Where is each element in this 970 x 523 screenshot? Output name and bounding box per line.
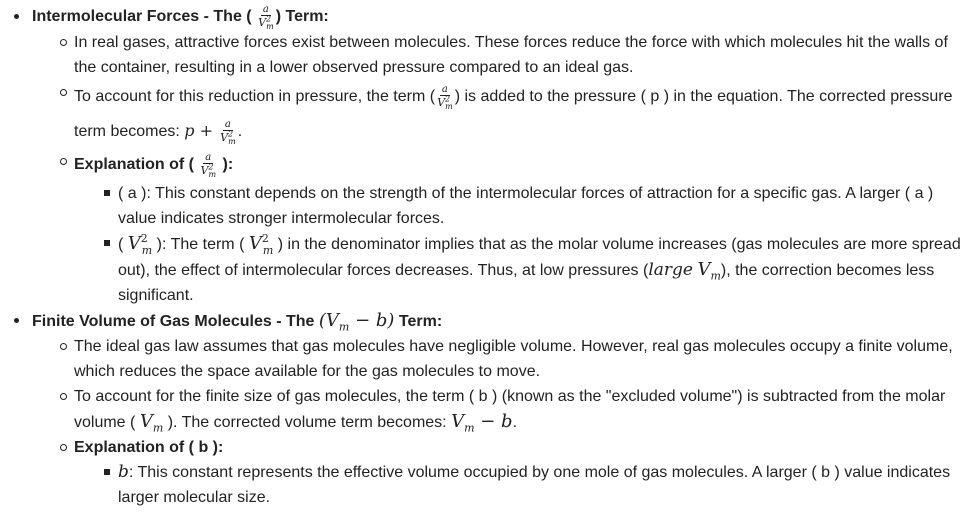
list-item xyxy=(32,334,970,384)
plus-sign: + xyxy=(194,121,219,140)
vm2-text3: ), the correction becomes less significant. xyxy=(118,262,935,304)
vm2-symbol: $V^2_m$ xyxy=(127,232,153,257)
list-item xyxy=(32,435,970,510)
a-explanation: ( a ): This constant depends on the strength of the intermolecular forces of attraction for a specific gas. A larger ( a ) value indicates stronger intermolecular forces. xyxy=(118,185,934,227)
explanation-heading-pre: Explanation of ( xyxy=(74,156,194,173)
a-over-vm2-fraction: $\frac{a}{V^2_m}$ xyxy=(258,4,274,32)
section2-para2-a: To account for the finite size of gas molecules, the term ( b ) (known as the "excluded volume") is subtracted from the molar volume ( xyxy=(74,388,946,431)
b-explanation: : This constant represents the effective volume occupied by one mole of gas molecules. A larger ( b ) value indicates larger molecular size. xyxy=(118,464,951,506)
section1-para2-pre: To account for this reduction in pressure, the term ( xyxy=(74,88,436,105)
list-item xyxy=(32,30,970,80)
pressure-symbol: p xyxy=(184,121,195,140)
period: . xyxy=(237,123,243,140)
a-over-vm2-fraction: $\frac{a}{V^2_m}$ xyxy=(200,152,217,180)
section2-heading-post: Term: xyxy=(398,313,443,330)
vm-symbol: $V_m$ xyxy=(139,411,164,435)
period: . xyxy=(512,414,518,431)
section1-heading-post: ) Term: xyxy=(275,8,329,25)
open-paren: ( xyxy=(118,236,124,253)
section1-heading-pre: Intermolecular Forces - The ( xyxy=(32,8,252,25)
a-over-vm2-fraction: $\frac{a}{V^2_m}$ xyxy=(220,119,236,147)
list-item xyxy=(74,181,970,231)
list-item xyxy=(74,460,970,510)
vm2-text1: ): The term ( xyxy=(156,236,245,253)
section2-heading xyxy=(32,308,970,334)
vm-symbol: $V_m$ xyxy=(697,259,721,283)
explanation-heading-post: ): xyxy=(222,156,234,173)
explanation-b-heading: Explanation of ( b ): xyxy=(74,439,224,456)
list-item xyxy=(32,384,970,435)
vm2-symbol: $V^2_m$ xyxy=(248,232,274,257)
list-item xyxy=(32,80,970,149)
explanation-b-sublist xyxy=(74,460,970,510)
list-item xyxy=(32,149,970,308)
section2-sublist xyxy=(32,334,970,510)
section1-para1: In real gases, attractive forces exist between molecules. These forces reduce the force with which molecules hit the walls of the container, resulting in a lower observed pressure compared to an ideal gas. xyxy=(74,34,948,76)
section2-para1: The ideal gas law assumes that gas molecules have negligible volume. However, real gas molecules occupy a finite volume, which reduces the space available for the gas molecules to move. xyxy=(74,338,953,380)
vm2-text2: ) in the denominator implies that as the molar volume increases (gas molecules are more spread out), the effect of intermolecular forces decreases. Thus, at low pressures ( xyxy=(118,236,961,279)
section2-para2-b: ). The corrected volume term becomes: xyxy=(167,414,447,431)
a-over-vm2-fraction: $\frac{a}{V^2_m}$ xyxy=(437,84,453,112)
section1-para2-mid: ) is added to the pressure ( p ) in the equation. The corrected pressure term becomes: xyxy=(74,88,953,140)
section-finite-volume xyxy=(0,308,970,510)
section1-heading xyxy=(32,4,970,30)
list-item xyxy=(74,231,970,308)
b-symbol: b xyxy=(118,462,129,482)
vm-minus-b-symbol: $(V_m - b)$ xyxy=(318,310,395,334)
section-intermolecular-forces xyxy=(0,4,970,308)
large-word: large xyxy=(648,260,693,280)
explanation-sublist xyxy=(74,181,970,308)
section1-sublist xyxy=(32,30,970,308)
section2-heading-pre: Finite Volume of Gas Molecules - The xyxy=(32,313,315,330)
vm-minus-b-symbol: $V_m - b$ xyxy=(451,411,513,435)
